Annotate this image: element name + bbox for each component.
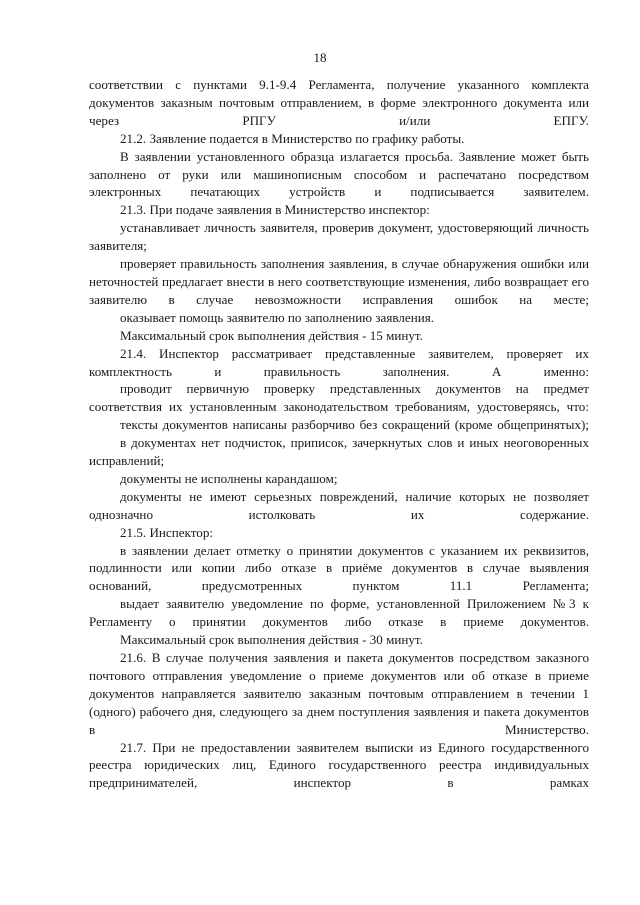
paragraph: 21.2. Заявление подается в Министерство по графику работы.	[120, 130, 465, 146]
paragraph: 21.6. В случае получения заявления и пакета документов посредством заказного почтового отправления уведомление о приеме документов или об отказе в приеме документов направляется заявителю заказным почтовым отправлением в течении 1 (одного) рабочего дня, следующего за днем поступления заявления и пакета документов в Министерство.	[89, 650, 589, 737]
paragraph: 21.3. При подаче заявления в Министерство инспектор:	[120, 202, 430, 218]
page-number: 18	[313, 50, 327, 65]
paragraph: в документах нет подчисток, приписок, зачеркнутых слов и иных неоговоренных исправлений;	[89, 435, 589, 469]
paragraph: документы не имеют серьезных повреждений, наличие которых не позволяет однозначно истолковать их содержание.	[89, 488, 589, 522]
paragraph: устанавливает личность заявителя, проверив документ, удостоверяющий личность заявителя;	[89, 220, 589, 254]
paragraph: проводит первичную проверку представленных документов на предмет соответствия их установленным законодательством требованиям, удостоверяясь, что:	[89, 381, 589, 415]
paragraph: 21.4. Инспектор рассматривает представленные заявителем, проверяет их комплектность и правильность заполнения. А именно:	[89, 345, 589, 379]
paragraph: тексты документов написаны разборчиво без сокращений (кроме общепринятых);	[120, 417, 589, 433]
paragraph: выдает заявителю уведомление по форме, установленной Приложением №3 к Регламенту о принятии документов либо отказе в приеме документов.	[89, 596, 589, 630]
paragraph: 21.5. Инспектор:	[120, 524, 214, 540]
paragraph: В заявлении установленного образца излагается просьба. Заявление может быть заполнено от руки или машинописным способом и распечатано посредством электронных печатающих устройств и подписывается заявителем.	[89, 148, 589, 200]
paragraph: Максимальный срок выполнения действия - 30 минут.	[120, 632, 423, 648]
paragraph: документы не исполнены карандашом;	[120, 470, 338, 486]
document-body	[89, 76, 589, 792]
paragraph: проверяет правильность заполнения заявления, в случае обнаружения ошибки или неточностей предлагает внести в него соответствующие изменения, либо возвращает его заявителю в случае невозможности исправления ошибок на месте;	[89, 256, 589, 307]
paragraph: 21.7. При не предоставлении заявителем выписки из Единого государственного реестра юридических лиц, Единого государственного реестра индивидуальных предпринимателей, инспектор в рамках	[89, 739, 589, 791]
paragraph: соответствии с пунктами 9.1-9.4 Регламента, получение указанного комплекта документов заказным почтовым отправлением, в форме электронного документа или через РПГУ и/или ЕПГУ.	[89, 77, 589, 128]
paragraph: Максимальный срок выполнения действия - 15 минут.	[120, 327, 423, 343]
paragraph: в заявлении делает отметку о принятии документов с указанием их реквизитов, подлинности или копии либо отказе в приёме документов в случае выявления оснований, предусмотренных пунктом 11.1 Регламента;	[89, 542, 589, 594]
paragraph: оказывает помощь заявителю по заполнению заявления.	[120, 309, 435, 325]
